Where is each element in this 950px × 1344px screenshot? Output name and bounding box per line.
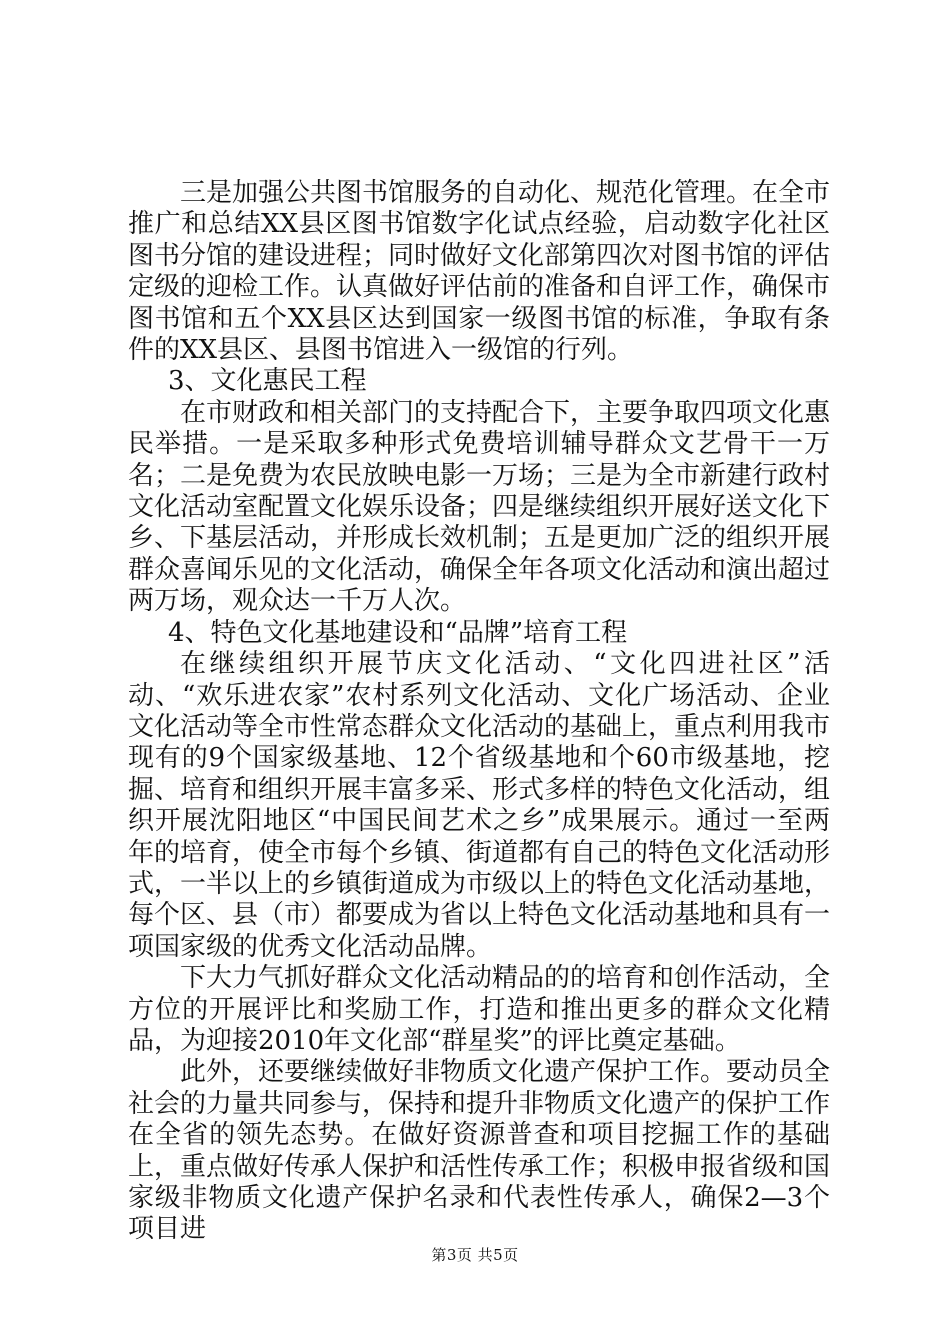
document-body <box>128 178 830 1246</box>
paragraph-intangible-heritage: 此外，还要继续做好非物质文化遗产保护工作。要动员全社会的力量共同参与，保持和提升非物质文化遗产的保护工作在全省的领先态势。在做好资源普查和项目挖掘工作的基础上，重点做好传承人保护和活性传承工作；积极申报省级和国家级非物质文化遗产保护名录和代表性传承人，确保2—3个项目进 <box>128 1057 831 1245</box>
paragraph-cultural-works: 下大力气抓好群众文化活动精品的的培育和创作活动，全方位的开展评比和奖励工作，打造和推出更多的群众文化精品，为迎接2010年文化部“群星奖”的评比奠定基础。 <box>128 963 831 1056</box>
section-heading-4: 4、特色文化基地建设和“品牌”培育工程 <box>168 617 628 648</box>
paragraph-cultural-benefit: 在市财政和相关部门的支持配合下，主要争取四项文化惠民举措。一是采取多种形式免费培训辅导群众文艺骨干一万名；二是免费为农民放映电影一万场；三是为全市新建行政村文化活动室配置文化娱乐设备；四是继续组织开展好送文化下乡、下基层活动，并形成长效机制；五是更加广泛的组织开展群众喜闻乐见的文化活动，确保全年各项文化活动和演出超过两万场，观众达一千万人次。 <box>128 397 831 617</box>
paragraph-library-management: 三是加强公共图书馆服务的自动化、规范化管理。在全市推广和总结XX县区图书馆数字化试点经验，启动数字化社区图书分馆的建设进程；同时做好文化部第四次对图书馆的评估定级的迎检工作。认真做好评估前的准备和自评工作，确保市图书馆和五个XX县区达到国家一级图书馆的标准，争取有条件的XX县区、县图书馆进入一级馆的行列。 <box>128 178 831 366</box>
page-footer: 第3页 共5页 <box>431 1246 519 1264</box>
paragraph-cultural-bases: 在继续组织开展节庆文化活动、“文化四进社区”活动、“欢乐进农家”农村系列文化活动、文化广场活动、企业文化活动等全市性常态群众文化活动的基础上，重点利用我市现有的9个国家级基地、12个省级基地和个60市级基地，挖掘、培育和组织开展丰富多采、形式多样的特色文化活动，组织开展沈阳地区“中国民间艺术之乡”成果展示。通过一至两年的培育，使全市每个乡镇、街道都有自己的特色文化活动形式，一半以上的乡镇街道成为市级以上的特色文化活动基地，每个区、县（市）都要成为省以上特色文化活动基地和具有一项国家级的优秀文化活动品牌。 <box>128 649 831 962</box>
section-heading-3: 3、文化惠民工程 <box>168 366 367 397</box>
